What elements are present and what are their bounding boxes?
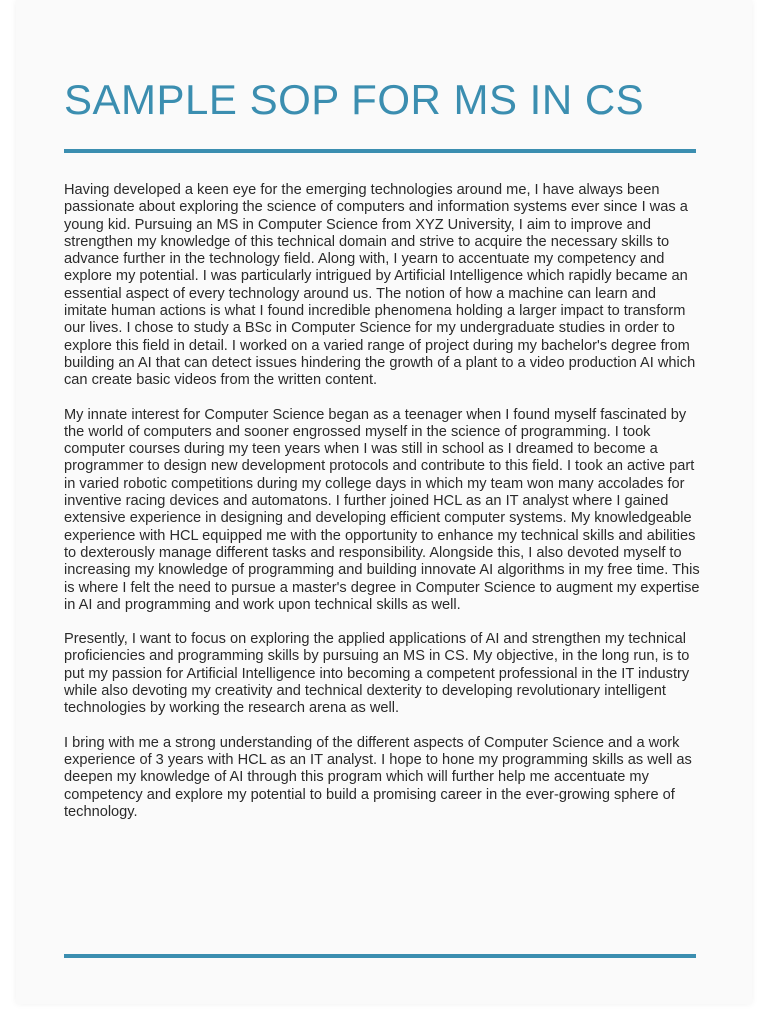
paragraph-4: I bring with me a strong understanding of the different aspects of Computer Science and a work experience of 3 years with HCL as an IT analyst. I hope to hone my programming skills as well as deepen my knowledge of AI through this program which will further help me accentuate my competency and explore my potential to build a promising career in the ever-growing sphere of technology.	[64, 734, 692, 820]
top-divider	[64, 149, 696, 153]
bottom-divider	[64, 954, 696, 958]
document-body	[64, 182, 700, 838]
document-page	[16, 0, 752, 1004]
paragraph-3: Presently, I want to focus on exploring the applied applications of AI and strengthen my technical proficiencies and programming skills by pursuing an MS in CS. My objective, in the long run, is to put my passion for Artificial Intelligence into becoming a competent professional in the IT industry while also devoting my creativity and technical dexterity to developing revolutionary intelligent technologies by working the research arena as well.	[64, 631, 690, 717]
paragraph-2: My innate interest for Computer Science began as a teenager when I found myself fascinated by the world of computers and sooner engrossed myself in the science of programming. I took computer courses during my teen years when I was still in school as I dreamed to become a programmer to design new development protocols and contribute to this field. I took an active part in varied robotic competitions during my college days in which my team won many accolades for inventive racing devices and automatons. I further joined HCL as an IT analyst where I gained extensive experience in designing and developing efficient computer systems. My knowledgeable experience with HCL equipped me with the opportunity to enhance my technical skills and abilities to dexterously manage different tasks and responsibility. Alongside this, I also devoted myself to increasing my knowledge of programming and building innovate AI algorithms in my free time. This is where I felt the need to pursue a master's degree in Computer Science to augment my expertise in AI and programming and work upon technical skills as well.	[64, 406, 700, 613]
document-title: SAMPLE SOP FOR MS IN CS	[64, 76, 645, 123]
paragraph-1: Having developed a keen eye for the emerging technologies around me, I have always been passionate about exploring the science of computers and information systems ever since I was a young kid. Pursuing an MS in Computer Science from XYZ University, I aim to improve and strengthen my knowledge of this technical domain and strive to acquire the necessary skills to advance further in the technology field. Along with, I yearn to accentuate my competency and explore my potential. I was particularly intrigued by Artificial Intelligence which rapidly became an essential aspect of every technology around us. The notion of how a machine can learn and imitate human actions is what I found incredible phenomena holding a larger impact to transform our lives. I chose to study a BSc in Computer Science for my undergraduate studies in order to explore this field in detail. I worked on a varied range of project during my bachelor's degree from building an AI that can detect issues hindering the growth of a plant to a video production AI which can create basic videos from the written content.	[64, 182, 696, 389]
